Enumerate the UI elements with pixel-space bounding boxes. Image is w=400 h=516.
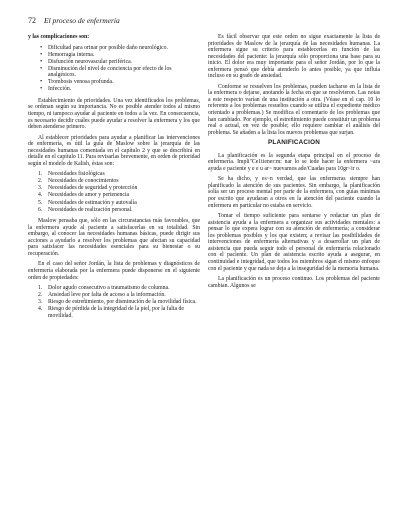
list-number: 1. [38, 171, 43, 178]
paragraph: En el caso del señor Jordán, la lista de problemas y diagnósticos de enfermería elaborada por la enfermera puede disponerse en el siguiente orden de propiedades: [28, 261, 200, 281]
list-number: 3. [38, 185, 43, 192]
list-item-text: Ansiedad leve por falta de acceso a la información. [48, 292, 166, 299]
list-item-text: Necesidades de conocimientos [48, 178, 119, 185]
paragraph: La planificación es la segunda etapa principal en el proceso de enfermería. Impli"Ce1tiener:m: nar lo se iede hacer la enfermera ~ara ayuda e paciente y e e u ar~ nuevamos ade/Cuadas para 10gr<ir o. [208, 152, 380, 172]
list-number: 6. [38, 206, 43, 213]
list-item: • Trombosis venosa profunda. [48, 79, 200, 86]
paragraph: Es fácil observar que este orden no sigue exactamente la lista de prioridades de Maslow de la jerarquía de las necesidades humanas. La enfermera sigue su criterio para establecerlas en función de las necesidades del paciente: la jerarquía sólo proporciona una base para su inicio. El dolor era muy importante para el señor Jordán, por lo que la enfermera pensó que debía atenderlo lo antes posible, ya que influía incluso en su grado de ansiedad. [208, 34, 380, 80]
priorities-list [28, 285, 200, 319]
list-item: • Infección. [48, 86, 200, 93]
list-item: • Hemorragia interna. [48, 52, 200, 59]
list-number: 3. [38, 299, 43, 306]
list-item-text: Necesidades fisiológicas [48, 171, 105, 178]
paragraph: Conforme se resuelven los problemas, pueden tacharse en la lista de la enfermera o dejarse, anotando la fecha en que se resolvieron. Las notas a este respecto varían de una institución a otra. (Véase en el cap. 10 lo referente a los problemas resueltos cuando se utiliza el expediente médico orientado a problemas.) Se modifica el comentario de los problemas que han cambiado. Por ejemplo, el estreñimiento puede constituir un problema real o actual, en vez de posible; ello requiere cambiar el análisis del problema. Se añaden a la lista los nuevos problemas que surjan. [208, 83, 380, 136]
section-heading: PLANIFICACION [268, 139, 320, 147]
list-item [38, 185, 200, 192]
complications-intro: y las complicaciones son: [28, 34, 90, 40]
list-item-text: Necesidades de estimación y autovalía [48, 199, 137, 206]
running-title: El proceso de enfermería [44, 16, 120, 25]
complications-list [28, 45, 200, 93]
page-number: 72 [28, 16, 36, 25]
list-item [38, 171, 200, 178]
list-number: 1. [38, 285, 43, 292]
paragraph: Al establecer prioridades para ayudar a planificar las intervenciones de enfermería, es útil la guía de Maslow sobre la jerarquía de las necesidades humanas comentada en el capítulo 2 y que se describirá en detalle en el capítulo 11. Para revisarlas brevemente, en orden de prioridad según el modelo de Kalish, éstas son: [28, 134, 200, 167]
paragraph: La planificación es un proceso continuo. Los problemas del paciente cambian. Algunos se [208, 276, 380, 289]
paragraph: Se ha dicho, y es~n verdad, que las enfermeras siempre han planificado la atención de sus pacientes. Sin embargo, la planificación solía ser un proceso mental por parte de la enfermera, con guías mínimas por escrito que ayudaran a otros en la atención del paciente cuando la enfermera en particular no estaba en servicio. [208, 176, 380, 209]
paragraph: Tomar el tiempo suficiente para sentarse y redactar un plan de asistencia ayuda a la enfermera a organizar sus actividades mentales: a pensar lo que expera lograr con su atención de enfermería; a considerar los problemas posibles y los que existen; a revisar las posibilidades de intervenciones de enfermería alternativas y a desarrollar un plan de asistencia que pueda seguir todo el personal de enfermería relacionado con el paciente. Un plan de asistencia escrito ayuda a asegurar, en continuidad e integridad, que todos los miembros sigan el mismo enfoque con el paciente y que nada se deja a la inseguridad de la memoria humana. [208, 213, 380, 272]
list-number: 2. [38, 178, 43, 185]
list-item-text: Dolor agudo consecutivo a traumatismo de columna. [48, 285, 170, 292]
list-item-text: Riesgo de pérdida de la integridad de la piel, por la falta de movilidad. [48, 306, 184, 319]
list-item-text: Necesidades de seguridad y protección [48, 185, 138, 192]
needs-list [28, 171, 200, 213]
list-item [38, 299, 200, 306]
list-number: 4. [38, 306, 43, 313]
list-item: • Disfunción neurovascular periférica. [48, 59, 200, 66]
list-number: 2. [38, 292, 43, 299]
page-header [28, 16, 372, 28]
list-item [38, 306, 200, 319]
right-column [208, 34, 380, 293]
list-item [38, 206, 200, 214]
list-item [38, 285, 200, 292]
list-item-text: Necesidades de amor y pertenencia [48, 192, 130, 199]
list-item [38, 292, 200, 299]
list-number: 4. [38, 192, 43, 199]
paragraph: Maslow pensaba que, sólo en las circunstancias más favorables, que la enfermera ayude al paciente a satisfacerlas en su totalidad. Sin embargo, al conocer las necesidades humanas básicas, puede dirigir sus acciones a ayudarlo a resolver los problemas que afectan su capacidad para satisfacer las necesidades esenciales para su bienestar o su recuperación. [28, 218, 200, 257]
list-item [38, 178, 200, 185]
list-item [38, 199, 200, 207]
list-item: • Disminución del nivel de conciencia por efecto de los analgésicos. [48, 66, 200, 79]
paragraph: Establecimiento de prioridades. Una vez identificados los problemas, se ordenan según su importancia. No es posible atender todos al mismo tiempo, ni tampoco ayudar al paciente en todos a la vez. En consecuencia, es necesario decidir cuáles puede ayudar a resolver la enfermera y los que deben atenderse primero. [28, 97, 200, 131]
left-column [28, 34, 200, 324]
list-item-text: Riesgo de estreñimiento, por disminución de la movilidad física. [48, 299, 197, 306]
list-item: • Dificultad para orinar por posible daño neurológico. [48, 45, 200, 52]
list-item-text: Necesidades de realización personal. [48, 206, 133, 213]
list-number: 5. [38, 199, 43, 206]
list-item [38, 192, 200, 199]
